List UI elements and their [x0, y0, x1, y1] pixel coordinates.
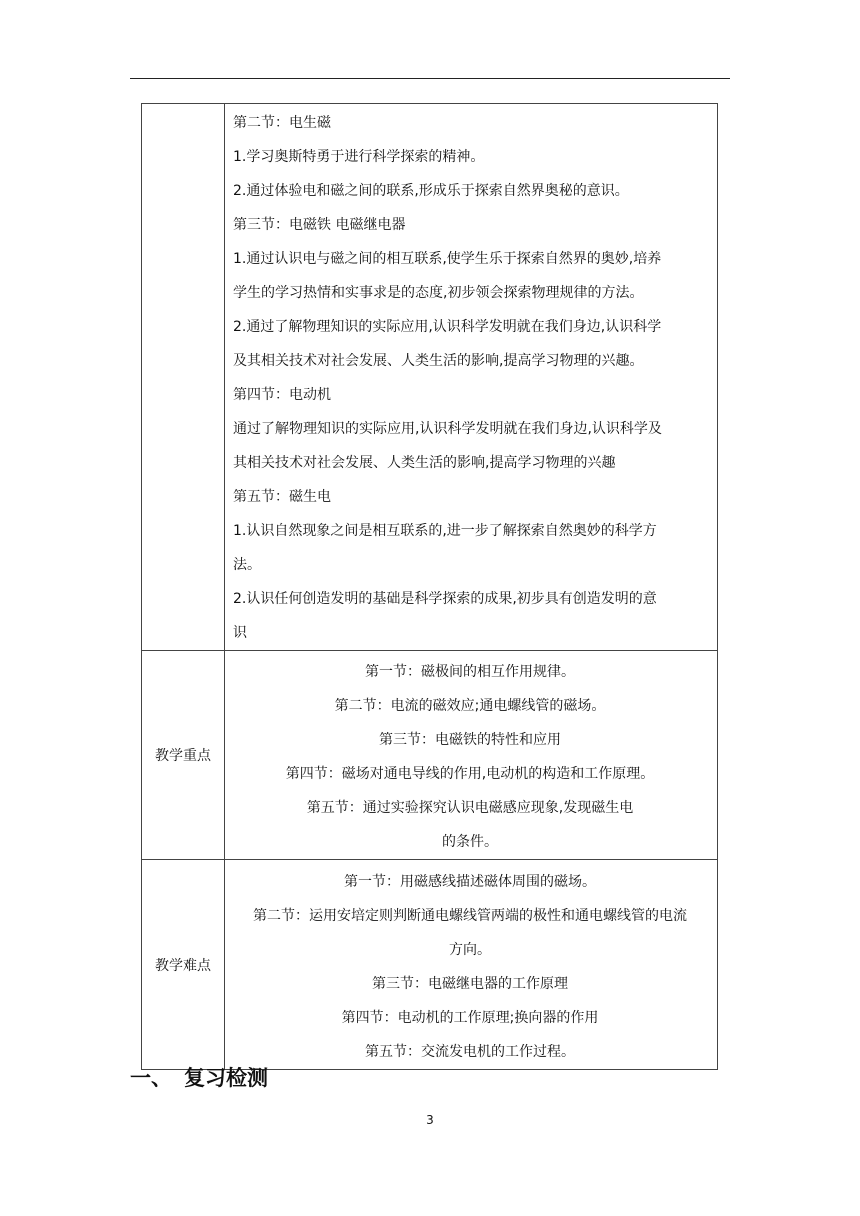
difficulties-cell	[225, 860, 718, 1070]
difficulties-label: 教学难点	[142, 860, 225, 1070]
objective-line: 其相关技术对社会发展、人类生活的影响,提高学习物理的兴趣	[233, 455, 616, 471]
objective-line: 第二节：电生磁	[233, 115, 331, 131]
key-points-label: 教学重点	[142, 651, 225, 860]
objectives-label-cell	[142, 104, 225, 651]
section-heading	[130, 1062, 268, 1092]
objective-line: 第五节：磁生电	[233, 489, 331, 505]
section-number: 一、	[130, 1066, 172, 1090]
objective-line: 识	[233, 625, 247, 641]
table-row-key-points	[142, 651, 718, 860]
key-point-line: 第一节：磁极间的相互作用规律。	[365, 664, 575, 680]
objective-line: 2.通过体验电和磁之间的联系,形成乐于探索自然界奥秘的意识。	[233, 183, 629, 199]
section-title: 复习检测	[184, 1066, 268, 1090]
key-point-line: 第五节：通过实验探究认识电磁感应现象,发现磁生电	[306, 800, 634, 816]
header-rule	[130, 78, 730, 79]
table-row-difficulties	[142, 860, 718, 1070]
difficulty-line: 第五节：交流发电机的工作过程。	[365, 1044, 575, 1060]
objective-line: 1.通过认识电与磁之间的相互联系,使学生乐于探索自然界的奥妙,培养	[233, 251, 662, 267]
lesson-plan-table	[141, 103, 718, 1070]
key-point-line: 第二节：电流的磁效应;通电螺线管的磁场。	[334, 698, 606, 714]
objective-line: 1.学习奥斯特勇于进行科学探索的精神。	[233, 149, 485, 165]
difficulty-line: 第二节：运用安培定则判断通电螺线管两端的极性和通电螺线管的电流	[253, 908, 687, 924]
objective-line: 1.认识自然现象之间是相互联系的,进一步了解探索自然奥妙的科学方	[233, 523, 657, 539]
key-point-line: 的条件。	[442, 834, 498, 850]
difficulty-line: 第三节：电磁继电器的工作原理	[372, 976, 568, 992]
difficulty-line: 第四节：电动机的工作原理;换向器的作用	[341, 1010, 599, 1026]
objective-line: 第三节：电磁铁 电磁继电器	[233, 217, 406, 233]
key-point-line: 第三节：电磁铁的特性和应用	[379, 732, 561, 748]
objectives-cell	[225, 104, 718, 651]
objective-line: 2.认识任何创造发明的基础是科学探索的成果,初步具有创造发明的意	[233, 591, 657, 607]
key-point-line: 第四节：磁场对通电导线的作用,电动机的构造和工作原理。	[285, 766, 655, 782]
objective-line: 及其相关技术对社会发展、人类生活的影响,提高学习物理的兴趣。	[233, 353, 644, 369]
objective-line: 第四节：电动机	[233, 387, 331, 403]
key-points-cell	[225, 651, 718, 860]
objective-line: 通过了解物理知识的实际应用,认识科学发明就在我们身边,认识科学及	[233, 421, 662, 437]
table-row-objectives	[142, 104, 718, 651]
objective-line: 法。	[233, 557, 261, 573]
objective-line: 2.通过了解物理知识的实际应用,认识科学发明就在我们身边,认识科学	[233, 319, 662, 335]
difficulty-line: 第一节：用磁感线描述磁体周围的磁场。	[344, 874, 596, 890]
difficulty-line: 方向。	[449, 942, 491, 958]
page-number: 3	[426, 1113, 434, 1127]
objective-line: 学生的学习热情和实事求是的态度,初步领会探索物理规律的方法。	[233, 285, 644, 301]
